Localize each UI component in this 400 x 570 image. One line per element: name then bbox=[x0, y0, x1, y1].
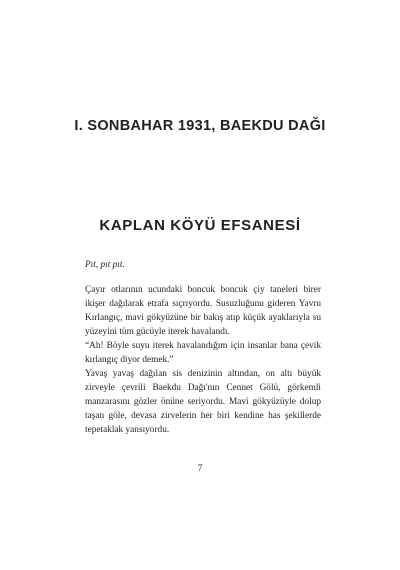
body-text bbox=[85, 258, 321, 437]
opening-line: Pıt, pıt pıt. bbox=[85, 260, 125, 270]
paragraph: Yavaş yavaş dağılan sis denizinin altından, on altı büyük zirveyle çevrili Baekdu Dağı'nın Cennet Gölü, görkemli manzarasını gözler önüne seriyordu. Mavi gökyüzüyle dolup taşan göle, devasa zirvelerin her biri kendine has şekillerde tepetaklak yansıyordu. bbox=[85, 369, 321, 435]
page-number: 7 bbox=[197, 464, 203, 474]
paragraph: Çayır otlarının ucundaki boncuk boncuk çiy taneleri birer ikişer dağılarak etrafa sıçrıyordu. Susuzluğunu gideren Yavru Kırlangıç, mavi gökyüzüne bir bakış atıp küçük ayaklarıyla su yüzeyini tüm gücüyle iterek havalandı. bbox=[85, 285, 321, 337]
chapter-title: KAPLAN KÖYÜ EFSANESİ bbox=[99, 217, 301, 234]
part-title: I. SONBAHAR 1931, BAEKDU DAĞI bbox=[74, 118, 326, 134]
paragraph: “Ah! Böyle suyu iterek havalandığım için insanlar bana çevik kırlangıç diyor demek.” bbox=[85, 341, 321, 365]
